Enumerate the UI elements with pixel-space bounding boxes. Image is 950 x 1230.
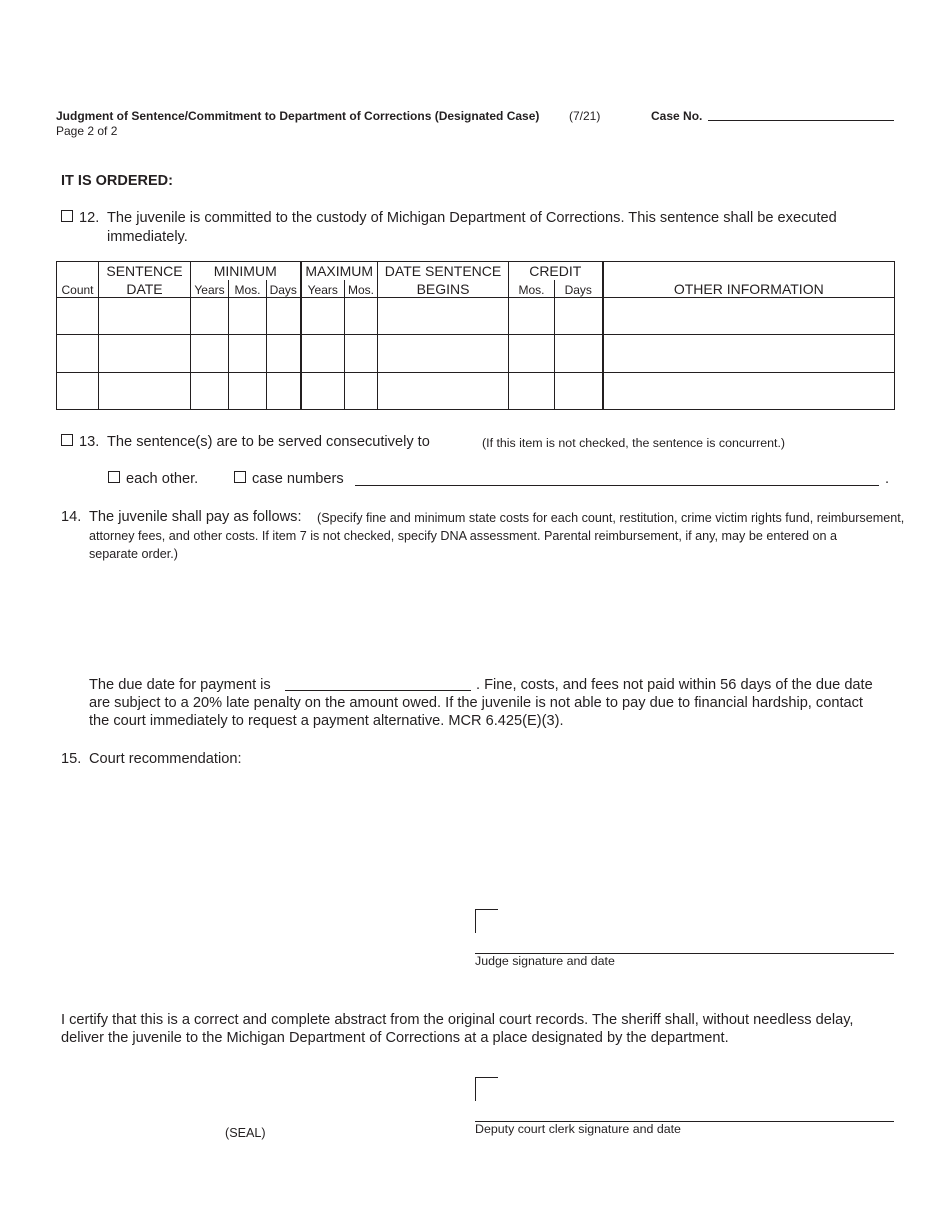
court-recommendation-label: Court recommendation: — [89, 751, 242, 767]
date-begins-header-2: BEGINS — [378, 280, 509, 298]
sentence-table — [56, 261, 895, 410]
max-years-header: Years — [301, 280, 345, 298]
min-years-header: Years — [191, 280, 229, 298]
table-row — [57, 335, 895, 372]
count-header: Count — [57, 280, 99, 298]
form-title: Judgment of Sentence/Commitment to Department of Corrections (Designated Case) — [56, 109, 540, 123]
due-date-text-line3: the court immediately to request a payment alternative. MCR 6.425(E)(3). — [89, 713, 564, 729]
each-other-checkbox[interactable] — [108, 471, 120, 483]
date-begins-cell[interactable] — [378, 335, 509, 372]
clerk-signature-label: Deputy court clerk signature and date — [475, 1122, 681, 1136]
min-years-cell[interactable] — [191, 298, 229, 335]
max-mos-header: Mos. — [345, 280, 378, 298]
count-cell[interactable] — [57, 372, 99, 409]
each-other-label: each other. — [126, 471, 199, 487]
count-cell[interactable] — [57, 335, 99, 372]
item-12-checkbox[interactable] — [61, 210, 73, 222]
sentence-date-header-2: DATE — [99, 280, 191, 298]
table-row — [57, 372, 895, 409]
certify-text-line1: I certify that this is a correct and complete abstract from the original court records. The sheriff shall, without needless delay, — [61, 1012, 854, 1028]
credit-days-header: Days — [555, 280, 603, 298]
item-14-number: 14. — [61, 509, 82, 525]
item-12-text-line1: The juvenile is committed to the custody of Michigan Department of Corrections. This sentence shall be executed — [107, 210, 837, 226]
form-revision: (7/21) — [569, 109, 601, 123]
max-years-cell[interactable] — [301, 372, 345, 409]
other-info-cell[interactable] — [603, 372, 895, 409]
min-mos-cell[interactable] — [229, 372, 267, 409]
case-number-field[interactable] — [708, 120, 894, 121]
item-13-number: 13. — [79, 434, 100, 450]
other-info-cell[interactable] — [603, 335, 895, 372]
max-mos-cell[interactable] — [345, 298, 378, 335]
min-days-header: Days — [267, 280, 301, 298]
date-begins-header-1: DATE SENTENCE — [378, 262, 509, 281]
count-cell[interactable] — [57, 298, 99, 335]
item-12-number: 12. — [79, 210, 100, 226]
item-14-lead: The juvenile shall pay as follows: — [89, 509, 302, 525]
credit-days-cell[interactable] — [555, 372, 603, 409]
min-mos-header: Mos. — [229, 280, 267, 298]
credit-mos-cell[interactable] — [509, 372, 555, 409]
sentence-date-cell[interactable] — [99, 372, 191, 409]
maximum-header: MAXIMUM — [301, 262, 378, 281]
max-mos-cell[interactable] — [345, 372, 378, 409]
table-row — [57, 298, 895, 335]
case-numbers-period: . — [885, 471, 890, 487]
credit-days-cell[interactable] — [555, 335, 603, 372]
case-numbers-label: case numbers — [252, 471, 344, 487]
date-begins-cell[interactable] — [378, 298, 509, 335]
minimum-header: MINIMUM — [191, 262, 301, 281]
item-13-note: (If this item is not checked, the sentence is concurrent.) — [482, 436, 786, 450]
count-header-top — [57, 262, 99, 281]
due-date-suffix: . Fine, costs, and fees not paid within 56 days of the due date — [476, 677, 873, 693]
page-indicator: Page 2 of 2 — [56, 124, 118, 138]
item-14-instructions-line1: (Specify fine and minimum state costs for each count, restitution, crime victim rights fund, reimbursement, — [317, 511, 905, 525]
min-days-cell[interactable] — [267, 335, 301, 372]
min-mos-cell[interactable] — [229, 298, 267, 335]
certify-text-line2: deliver the juvenile to the Michigan Department of Corrections at a place designated by the department. — [61, 1030, 729, 1046]
credit-mos-cell[interactable] — [509, 298, 555, 335]
case-number-label: Case No. — [651, 109, 703, 123]
judge-signature-label: Judge signature and date — [475, 954, 615, 968]
item-15-number: 15. — [61, 751, 82, 767]
item-14-instructions-line2: attorney fees, and other costs. If item 7 is not checked, specify DNA assessment. Parental reimbursement, if any, may be entered on a — [89, 529, 838, 543]
max-years-cell[interactable] — [301, 335, 345, 372]
max-years-cell[interactable] — [301, 298, 345, 335]
min-days-cell[interactable] — [267, 372, 301, 409]
case-numbers-field[interactable] — [355, 485, 879, 486]
credit-mos-header: Mos. — [509, 280, 555, 298]
item-13-checkbox[interactable] — [61, 434, 73, 446]
sentence-date-cell[interactable] — [99, 298, 191, 335]
other-info-header: OTHER INFORMATION — [603, 280, 895, 298]
seal-label: (SEAL) — [225, 1126, 266, 1140]
clerk-signature-corner-mark — [475, 1077, 498, 1101]
max-mos-cell[interactable] — [345, 335, 378, 372]
item-12-text-line2: immediately. — [107, 229, 188, 245]
due-date-field[interactable] — [285, 690, 471, 691]
other-info-cell[interactable] — [603, 298, 895, 335]
credit-header: CREDIT — [509, 262, 603, 281]
other-info-header-top — [603, 262, 895, 281]
sentence-date-cell[interactable] — [99, 335, 191, 372]
min-mos-cell[interactable] — [229, 335, 267, 372]
item-13-text: The sentence(s) are to be served consecutively to — [107, 434, 430, 450]
date-begins-cell[interactable] — [378, 372, 509, 409]
credit-days-cell[interactable] — [555, 298, 603, 335]
due-date-prefix: The due date for payment is — [89, 677, 271, 693]
case-numbers-checkbox[interactable] — [234, 471, 246, 483]
min-years-cell[interactable] — [191, 372, 229, 409]
credit-mos-cell[interactable] — [509, 335, 555, 372]
ordered-heading: IT IS ORDERED: — [61, 173, 173, 189]
due-date-text-line2: are subject to a 20% late penalty on the amount owed. If the juvenile is not able to pay due to financial hardship, contact — [89, 695, 863, 711]
min-years-cell[interactable] — [191, 335, 229, 372]
item-14-instructions-line3: separate order.) — [89, 547, 178, 561]
min-days-cell[interactable] — [267, 298, 301, 335]
sentence-date-header-1: SENTENCE — [99, 262, 191, 281]
judge-signature-corner-mark — [475, 909, 498, 933]
